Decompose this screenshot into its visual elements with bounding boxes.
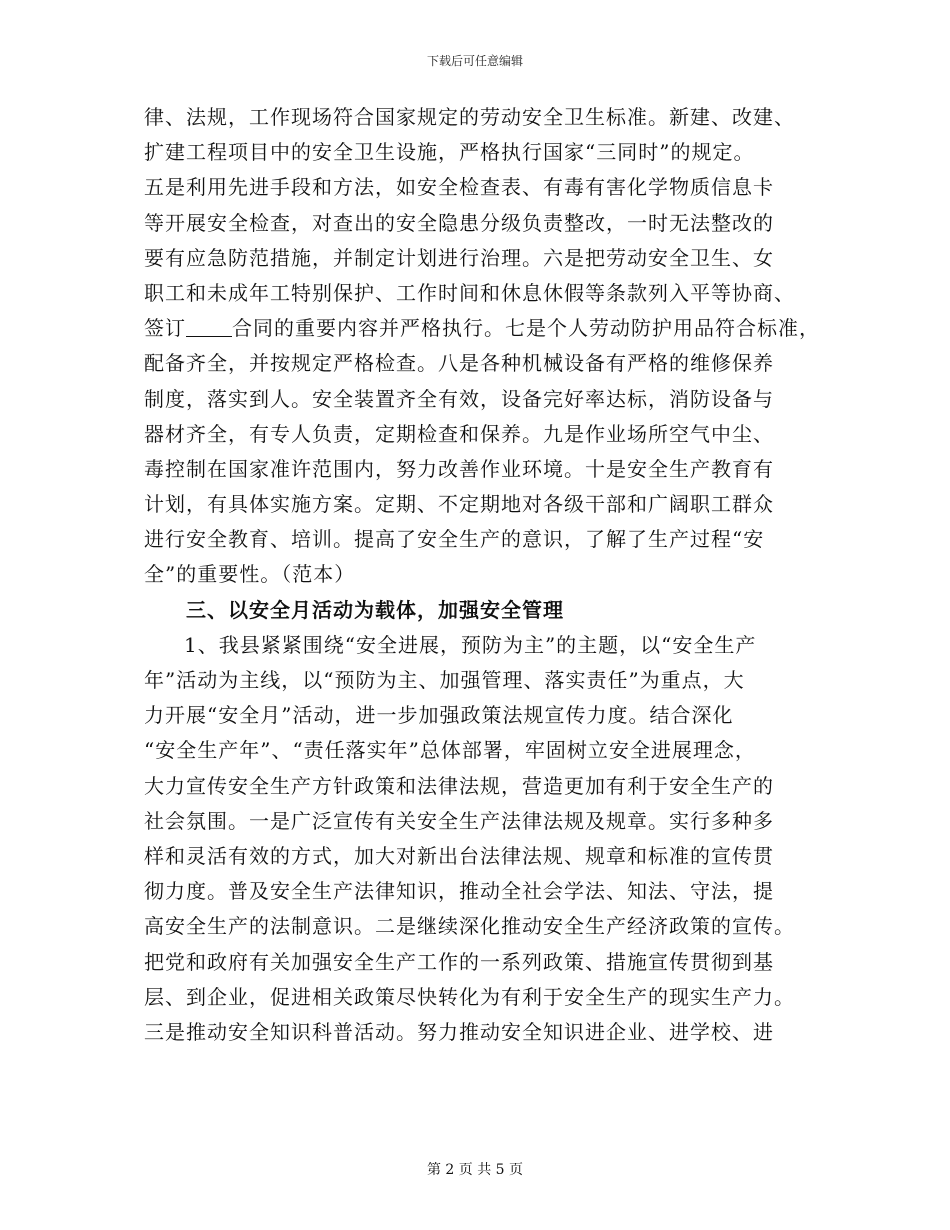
text-line: 制度，落实到人。安全装置齐全有效，设备完好率达标，消防设备与 xyxy=(144,386,774,411)
text-line: 把党和政府有关加强安全生产工作的一系列政策、措施宣传贯彻到基 xyxy=(144,949,774,974)
text-line xyxy=(144,311,824,346)
text-line: 力开展“安全月”活动，进一步加强政策法规宣传力度。结合深化 xyxy=(144,703,734,728)
text-line: 进行安全教育、培训。提高了安全生产的意识，了解了生产过程“安 xyxy=(144,527,765,552)
text-line: 五是利用先进手段和方法，如安全检查表、有毒有害化学物质信息卡 xyxy=(144,175,774,200)
text-segment: 合同的重要内容并严格执行。七是个人劳动防护用品符合标准， xyxy=(232,316,820,341)
text-line: 配备齐全，并按规定严格检查。八是各种机械设备有严格的维修保养 xyxy=(144,351,774,376)
text-line: 全”的重要性。（范本） xyxy=(144,562,356,587)
page-number-footer: 第 2 页 共 5 页 xyxy=(426,1162,524,1178)
document-body xyxy=(144,100,824,1050)
text-line: 三是推动安全知识科普活动。努力推动安全知识进企业、进学校、进 xyxy=(144,1019,774,1044)
text-line: 毒控制在国家准许范围内，努力改善作业环境。十是安全生产教育有 xyxy=(144,456,774,481)
paragraph-first-line: 1、我县紧紧围绕“安全进展，预防为主”的主题，以“安全生产 xyxy=(184,632,757,657)
text-line: “安全生产年”、“责任落实年”总体部署，牢固树立安全进展理念， xyxy=(144,738,756,763)
text-line: 等开展安全检查，对查出的安全隐患分级负责整改，一时无法整改的 xyxy=(144,210,774,235)
text-line: 年”活动为主线，以“预防为主、加强管理、落实责任”为重点，大 xyxy=(144,668,745,692)
page-header: 下载后可任意编辑 xyxy=(426,54,523,68)
text-line: 律、法规，工作现场符合国家规定的劳动安全卫生标准。新建、改建、 xyxy=(144,105,795,129)
text-line: 计划，有具体实施方案。定期、不定期地对各级干部和广阔职工群众 xyxy=(144,492,774,517)
text-line: 大力宣传安全生产方针政策和法律法规，营造更加有利于安全生产的 xyxy=(144,773,774,798)
fill-in-blank xyxy=(186,318,232,337)
text-line: 样和灵活有效的方式，加大对新出台法律法规、规章和标准的宣传贯 xyxy=(144,843,774,868)
text-line: 彻力度。普及安全生产法律知识，推动全社会学法、知法、守法，提 xyxy=(144,879,774,904)
text-line: 器材齐全，有专人负责，定期检查和保养。九是作业场所空气中尘、 xyxy=(144,421,774,446)
text-line: 要有应急防范措施，并制定计划进行治理。六是把劳动安全卫生、女 xyxy=(144,245,774,270)
text-segment: 签订 xyxy=(144,316,186,341)
text-line: 高安全生产的法制意识。二是继续深化推动安全生产经济政策的宣传。 xyxy=(144,914,795,939)
text-line: 层、到企业，促进相关政策尽快转化为有利于安全生产的现实生产力。 xyxy=(144,984,795,1009)
text-line: 扩建工程项目中的安全卫生设施，严格执行国家“三同时”的规定。 xyxy=(144,140,755,165)
section-heading: 三、以安全月活动为载体，加强安全管理 xyxy=(186,597,564,622)
text-line: 职工和未成年工特别保护、工作时间和休息休假等条款列入平等协商、 xyxy=(144,280,795,305)
text-line: 社会氛围。一是广泛宣传有关安全生产法律法规及规章。实行多种多 xyxy=(144,808,774,833)
